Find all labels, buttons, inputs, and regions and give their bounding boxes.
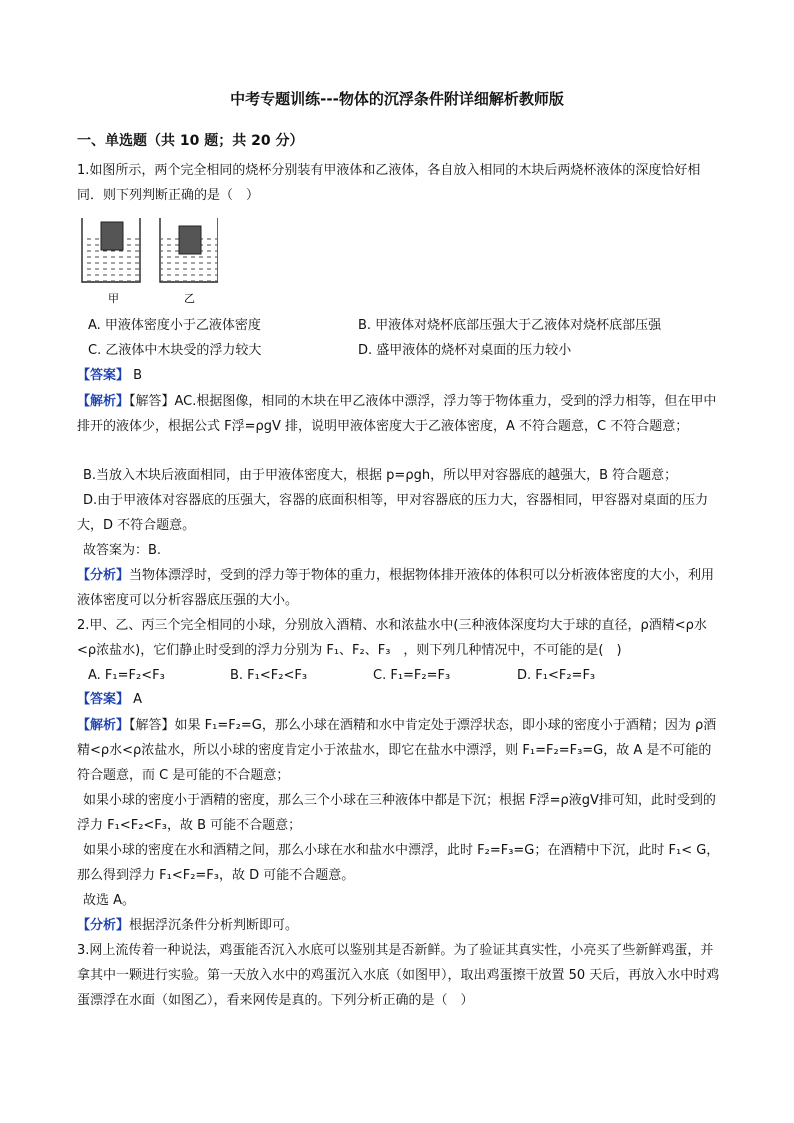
analysis-label: 【解析】 [77,394,130,409]
answer-label: 【答案】 [77,368,130,383]
q2-option-a: A. F₁=F₂<F₃ [88,668,165,683]
question-3-stem: 3.网上流传着一种说法，鸡蛋能否沉入水底可以鉴别其是否新鲜。为了验证其真实性，小亮买了些新鲜鸡蛋，并拿其中一颗进行实验。第一天放入水中的鸡蛋沉入水底（如图甲），取出鸡蛋擦干放置 50 天后，再放入水中时鸡蛋漂浮在水面（如图乙），看来网传是真的。下列分析正确的是（ ） [77,943,720,1008]
fig-label-jia: 甲 [108,292,119,305]
q1-option-c: C. 乙液体中木块受的浮力较大 [88,343,262,358]
document-title: 中考专题训练---物体的沉浮条件附详细解析教师版 [230,90,564,108]
q1-option-b: B. 甲液体对烧杯底部压强大于乙液体对烧杯底部压强 [358,318,662,333]
q2-answer-line [77,690,142,710]
q2-option-c: C. F₁=F₂=F₃ [373,668,451,683]
q2-answer: A [133,692,143,707]
q2-conclusion: 故选 A。 [83,893,136,908]
q1-fenxi [77,563,722,613]
q2-analysis-3: 如果小球的密度在水和酒精之间，那么小球在水和盐水中漂浮，此时 F₂=F₃=G；在酒精中下沉，此时 F₁< G，那么得到浮力 F₁<F₂=F₃，故 D 可能不合题意。 [77,843,720,883]
q2-analysis-text: 【解答】如果 F₁=F₂=G，那么小球在酒精和水中肯定处于漂浮状态，即小球的密度小于酒精；因为 ρ酒精<ρ水<ρ浓盐水，所以小球的密度肯定小于浓盐水，即它在盐水中漂浮，则 F₁=F₂=F₃=G，故 A 是不可能的符合题意，而 C 是可能的不合题意； [77,718,717,783]
q2-analysis-2: 如果小球的密度小于酒精的密度，那么三个小球在三种液体中都是下沉；根据 F浮=ρ液gV排可知，此时受到的浮力 F₁<F₂<F₃，故 B 可能不合题意； [77,793,716,833]
q1-analysis-text: 【解答】AC.根据图像，相同的木块在甲乙液体中漂浮，浮力等于物体重力，受到的浮力相等，但在甲中排开的液体少，根据公式 F浮=ρgV 排，说明甲液体密度大于乙液体密度，A 不符合题意，C 不符合题意； [77,394,717,434]
q1-option-d: D. 盛甲液体的烧杯对桌面的压力较小 [358,343,572,358]
answer-label: 【答案】 [77,692,130,707]
q2-analysis [77,713,722,788]
beaker-figure [78,212,218,308]
fenxi-label: 【分析】 [77,568,130,583]
q2-option-b: B. F₁<F₂<F₃ [230,668,308,683]
section-heading: 一、单选题（共 10 题；共 20 分） [77,133,304,149]
q2-fenxi-text: 根据浮沉条件分析判断即可。 [129,918,299,933]
q1-analysis-d: D.由于甲液体对容器底的压强大，容器的底面积相等，甲对容器底的压力大，容器相同，甲容器对桌面的压力大，D 不符合题意。 [77,493,709,533]
q2-fenxi [77,913,722,938]
q1-answer: B [133,368,143,383]
q1-analysis-b: B.当放入木块后液面相同，由于甲液体密度大，根据 p=ρgh，所以甲对容器底的越强大，B 符合题意； [83,468,678,483]
beaker-yi [160,218,218,282]
question-2-stem: 2.甲、乙、丙三个完全相同的小球，分别放入酒精、水和浓盐水中(三种液体深度均大于球的直径，ρ酒精<ρ水<ρ浓盐水)，它们静止时受到的浮力分别为 F₁、F₂、F₃ ，则下列几种情况中，不可能的是( ) [77,618,707,658]
question-1-stem: 1.如图所示，两个完全相同的烧杯分别装有甲液体和乙液体，各自放入相同的木块后两烧杯液体的深度恰好相同．则下列判断正确的是（ ） [77,163,701,203]
q1-option-a: A. 甲液体密度小于乙液体密度 [88,318,261,333]
q1-fenxi-text: 当物体漂浮时，受到的浮力等于物体的重力，根据物体排开液体的体积可以分析液体密度的大小，利用液体密度可以分析容器底压强的大小。 [77,568,715,608]
q1-answer-line [77,366,142,386]
q1-conclusion: 故答案为：B. [83,543,162,558]
q1-analysis [77,389,722,439]
q2-option-d: D. F₁<F₂=F₃ [517,668,596,683]
fig-label-yi: 乙 [184,292,195,305]
fenxi-label: 【分析】 [77,918,130,933]
analysis-label: 【解析】 [77,718,130,733]
beaker-jia [82,218,140,282]
